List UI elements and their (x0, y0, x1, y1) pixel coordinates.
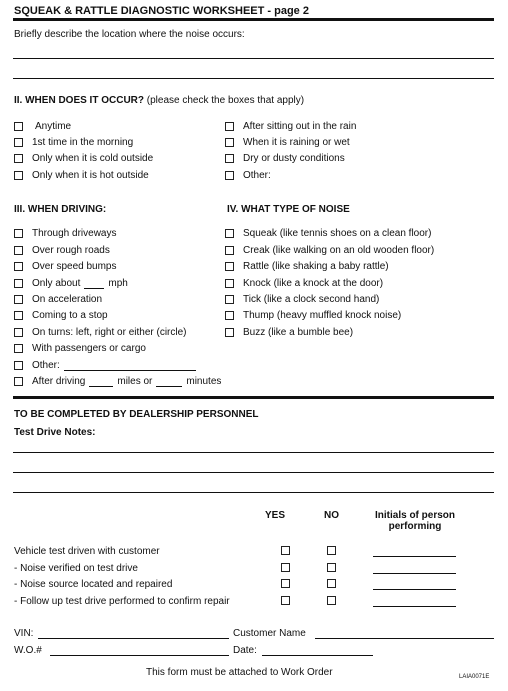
describe-line-1[interactable] (13, 58, 494, 59)
driving-coming-to-stop[interactable] (14, 310, 108, 321)
option-label: Buzz (like a bumble bee) (243, 327, 354, 338)
noise-rattle[interactable] (225, 261, 389, 272)
customer-name-field[interactable] (315, 638, 494, 639)
dealer-divider (13, 396, 494, 399)
option-label: Only when it is cold outside (32, 153, 154, 164)
section-2-note: (please check the boxes that apply) (146, 95, 305, 106)
option-label: Thump (heavy muffled knock noise) (243, 310, 402, 321)
option-other-condition[interactable] (225, 170, 271, 181)
driving-driveways[interactable] (14, 228, 116, 239)
checkbox[interactable] (225, 328, 234, 337)
checkbox[interactable] (14, 279, 23, 288)
option-label: Only when it is hot outside (32, 170, 149, 181)
checkbox[interactable] (225, 279, 234, 288)
checkbox[interactable] (225, 229, 234, 238)
noise-buzz[interactable] (225, 327, 353, 338)
option-label: Tick (like a clock second hand) (243, 294, 380, 305)
driving-only-about[interactable] (14, 278, 128, 289)
initials-line[interactable] (373, 556, 456, 557)
noise-thump[interactable] (225, 310, 401, 321)
checkbox[interactable] (14, 344, 23, 353)
checkbox[interactable] (14, 311, 23, 320)
option-label: With passengers or cargo (32, 343, 146, 354)
driving-acceleration[interactable] (14, 294, 102, 305)
option-label: Creak (like walking on an old wooden floor) (243, 245, 435, 256)
option-label: After driving (32, 376, 86, 387)
yes-checkbox[interactable] (281, 596, 290, 605)
table-row-label: - Follow up test drive performed to confirm repair (14, 596, 230, 607)
checkbox[interactable] (225, 262, 234, 271)
form-code: LAIA0071E (459, 674, 490, 680)
col-initials-line2: performing (388, 521, 442, 532)
noise-knock[interactable] (225, 278, 383, 289)
option-hot[interactable] (14, 170, 149, 181)
col-no: NO (324, 510, 339, 521)
checkbox[interactable] (225, 311, 234, 320)
notes-line-1[interactable] (13, 452, 494, 453)
option-label: Through driveways (32, 228, 117, 239)
noise-creak[interactable] (225, 245, 434, 256)
other-blank[interactable] (64, 361, 196, 371)
option-first-morning[interactable] (14, 137, 133, 148)
checkbox[interactable] (14, 171, 23, 180)
checkbox[interactable] (225, 138, 234, 147)
table-row-label: - Noise source located and repaired (14, 579, 173, 590)
no-checkbox[interactable] (327, 546, 336, 555)
option-dry[interactable] (225, 153, 345, 164)
checkbox[interactable] (225, 246, 234, 255)
miles-or-label: miles or (117, 376, 153, 387)
noise-tick[interactable] (225, 294, 379, 305)
option-anytime[interactable] (14, 121, 71, 132)
test-drive-notes-label: Test Drive Notes: (14, 427, 96, 438)
option-label: When it is raining or wet (243, 137, 350, 148)
option-label: On turns: left, right or either (circle) (32, 327, 187, 338)
checkbox[interactable] (225, 154, 234, 163)
dealer-heading: TO BE COMPLETED BY DEALERSHIP PERSONNEL (14, 409, 259, 420)
checkbox[interactable] (14, 377, 23, 386)
option-label: Squeak (like tennis shoes on a clean floor) (243, 228, 432, 239)
initials-line[interactable] (373, 573, 456, 574)
miles-blank[interactable] (89, 377, 113, 387)
checkbox[interactable] (14, 295, 23, 304)
date-label: Date: (233, 645, 257, 656)
vin-field[interactable] (38, 638, 229, 639)
minutes-blank[interactable] (156, 377, 182, 387)
checkbox[interactable] (14, 262, 23, 271)
table-row-label: - Noise verified on test drive (14, 563, 138, 574)
option-label: After sitting out in the rain (243, 121, 357, 132)
initials-line[interactable] (373, 606, 456, 607)
no-checkbox[interactable] (327, 596, 336, 605)
checkbox[interactable] (14, 246, 23, 255)
describe-prompt: Briefly describe the location where the noise occurs: (14, 29, 245, 40)
wo-label: W.O.# (14, 645, 42, 656)
mph-label: mph (108, 278, 128, 289)
section-2-heading: II. WHEN DOES IT OCCUR? (14, 95, 144, 106)
checkbox[interactable] (225, 295, 234, 304)
no-checkbox[interactable] (327, 579, 336, 588)
minutes-label: minutes (186, 376, 222, 387)
option-label: Other: (243, 170, 271, 181)
yes-checkbox[interactable] (281, 546, 290, 555)
date-field[interactable] (262, 655, 373, 656)
col-initials-line1: Initials of person (374, 510, 455, 521)
driving-other[interactable] (14, 360, 196, 371)
option-label: Only about (32, 278, 81, 289)
section-4-heading: IV. WHAT TYPE OF NOISE (227, 204, 350, 215)
notes-line-3[interactable] (13, 492, 494, 493)
page-title: SQUEAK & RATTLE DIAGNOSTIC WORKSHEET - page 2 (14, 5, 309, 17)
checkbox[interactable] (14, 229, 23, 238)
checkbox[interactable] (14, 122, 23, 131)
initials-line[interactable] (373, 589, 456, 590)
option-after-rain[interactable] (225, 121, 356, 132)
option-label: 1st time in the morning (32, 137, 134, 148)
noise-squeak[interactable] (225, 228, 431, 239)
driving-passengers[interactable] (14, 343, 146, 354)
option-label: Dry or dusty conditions (243, 153, 345, 164)
checkbox[interactable] (14, 154, 23, 163)
wo-field[interactable] (50, 655, 229, 656)
checkbox[interactable] (14, 138, 23, 147)
driving-after-driving[interactable] (14, 376, 221, 387)
option-label: On acceleration (32, 294, 103, 305)
option-label: Anytime (35, 121, 72, 132)
driving-speed-bumps[interactable] (14, 261, 117, 272)
yes-checkbox[interactable] (281, 579, 290, 588)
driving-on-turns[interactable] (14, 327, 187, 338)
checkbox[interactable] (14, 361, 23, 370)
option-label: Over rough roads (32, 245, 110, 256)
table-row-label: Vehicle test driven with customer (14, 546, 160, 557)
speed-blank[interactable] (84, 279, 104, 289)
col-initials (366, 510, 464, 532)
option-label: Knock (like a knock at the door) (243, 278, 384, 289)
option-label: Coming to a stop (32, 310, 108, 321)
describe-line-2[interactable] (13, 78, 494, 79)
section-3-heading: III. WHEN DRIVING: (14, 204, 107, 215)
option-raining[interactable] (225, 137, 350, 148)
col-yes: YES (265, 510, 286, 521)
option-label: Over speed bumps (32, 261, 117, 272)
yes-checkbox[interactable] (281, 563, 290, 572)
attach-note: This form must be attached to Work Order (146, 667, 333, 678)
customer-name-label: Customer Name (233, 628, 306, 639)
option-label: Rattle (like shaking a baby rattle) (243, 261, 389, 272)
driving-rough-roads[interactable] (14, 245, 110, 256)
checkbox[interactable] (14, 328, 23, 337)
no-checkbox[interactable] (327, 563, 336, 572)
top-divider (13, 18, 494, 21)
option-cold[interactable] (14, 153, 153, 164)
checkbox[interactable] (225, 171, 234, 180)
section-2-header (14, 95, 304, 106)
checkbox[interactable] (225, 122, 234, 131)
notes-line-2[interactable] (13, 472, 494, 473)
option-label: Other: (32, 360, 60, 371)
vin-label: VIN: (14, 628, 34, 639)
